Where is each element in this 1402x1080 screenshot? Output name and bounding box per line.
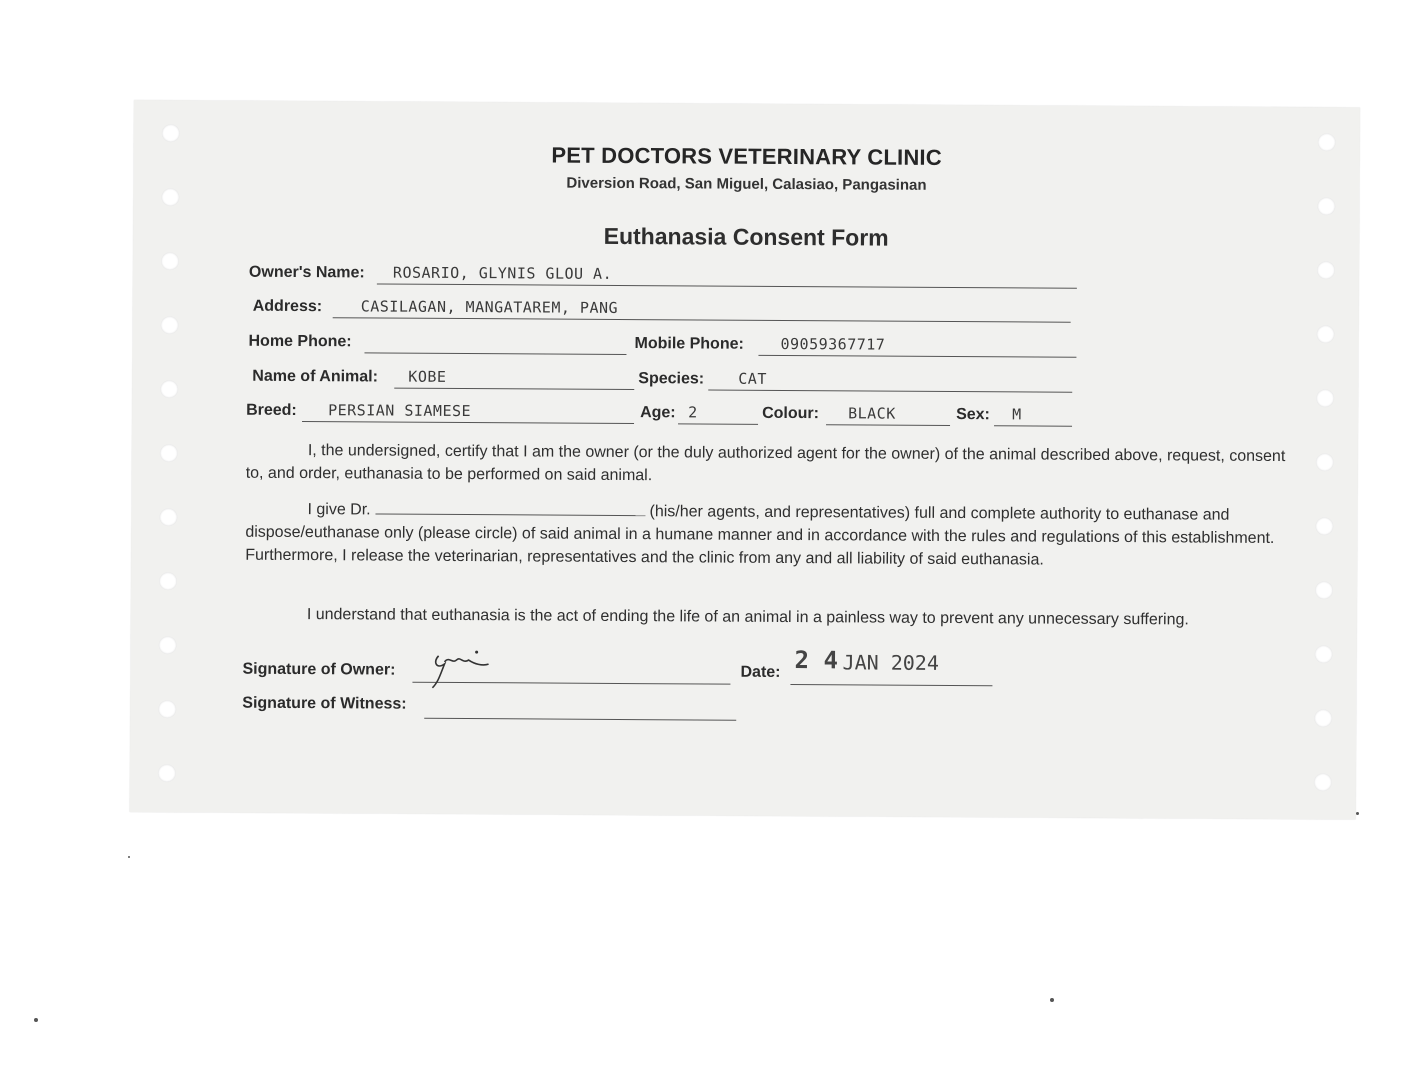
date-stamp-month-year: JAN 2024: [842, 650, 939, 675]
perforation-hole: [1315, 581, 1333, 599]
address-label: Address:: [252, 297, 323, 316]
species-value: CAT: [738, 369, 767, 388]
witness-signature-row: [130, 690, 1356, 727]
owner-signature-row: [130, 646, 1356, 693]
consent-text-2-rest: (his/her agents, and representatives) full and complete authority to euthanase and dispose/euthanase only (please circle) of said animal in a humane manner and in accordance with the rules and regulations of this establishment. Furthermore, I release the veterinarian, representatives and the clinic from any and all liability of said euthanasia.: [245, 503, 1275, 569]
animal-name-label: Name of Animal:: [252, 367, 379, 386]
clinic-name: PET DOCTORS VETERINARY CLINIC: [551, 142, 942, 170]
address-row: [133, 294, 1359, 331]
breed-value: PERSIAN SIAMESE: [328, 401, 472, 421]
perforation-hole: [158, 764, 176, 782]
owner-name-row: [133, 260, 1359, 297]
witness-signature-field[interactable]: [424, 696, 736, 721]
scan-speck: [34, 1018, 38, 1022]
consent-paragraph-1: [246, 439, 1286, 491]
date-stamp-day: 2 4: [794, 646, 839, 675]
consent-form-paper: [130, 100, 1360, 819]
age-label: Age:: [640, 404, 676, 422]
consent-paragraph-2: [245, 497, 1275, 573]
perforation-hole: [159, 572, 177, 590]
perforation-hole: [161, 188, 179, 206]
animal-name-value: KOBE: [408, 367, 447, 386]
perforation-hole: [1314, 773, 1332, 791]
colour-value: BLACK: [848, 404, 896, 423]
scan-speck: [1356, 812, 1359, 815]
consent-text-2-start: I give Dr.: [307, 501, 371, 519]
home-phone-label: Home Phone:: [248, 332, 352, 351]
form-title: Euthanasia Consent Form: [603, 222, 889, 251]
clinic-address: Diversion Road, San Miguel, Calasiao, Pangasinan: [566, 174, 927, 194]
witness-signature-label: Signature of Witness:: [242, 694, 407, 713]
perforation-hole: [159, 508, 177, 526]
owner-signature-label: Signature of Owner:: [242, 660, 396, 679]
sex-value: M: [1012, 405, 1022, 424]
owner-signature-mark: [428, 644, 508, 690]
species-label: Species:: [638, 370, 705, 388]
perforation-hole: [159, 636, 177, 654]
perforation-hole: [1315, 645, 1333, 663]
sex-field[interactable]: [994, 403, 1072, 426]
home-phone-field[interactable]: [364, 330, 626, 355]
date-label: Date:: [740, 663, 781, 681]
age-value: 2: [688, 403, 698, 422]
sex-label: Sex:: [956, 406, 990, 424]
mobile-phone-value: 09059367717: [780, 334, 886, 354]
consent-text-1: I, the undersigned, certify that I am the owner (or the duly authorized agent for the owner) of the animal described above, request, consent to, and order, euthanasia to be performed on said animal.: [245, 442, 1286, 485]
breed-row: [132, 398, 1358, 435]
mobile-phone-label: Mobile Phone:: [634, 335, 744, 353]
consent-text-3: I understand that euthanasia is the act of ending the life of an animal in a painless way to prevent any unnecessary suffering.: [306, 606, 1189, 629]
colour-label: Colour:: [762, 404, 820, 423]
scan-speck: [1050, 998, 1054, 1002]
animal-row: [132, 364, 1358, 401]
owner-name-label: Owner's Name:: [248, 263, 365, 282]
perforation-hole: [1317, 197, 1335, 215]
consent-paragraph-3: [245, 603, 1285, 632]
phone-row: [132, 329, 1358, 366]
perforation-hole: [160, 444, 178, 462]
owner-name-value: ROSARIO, GLYNIS GLOU A.: [392, 263, 613, 283]
breed-label: Breed:: [246, 401, 297, 420]
perforation-hole: [1315, 517, 1333, 535]
doctor-name-field[interactable]: [375, 497, 645, 516]
perforation-hole: [1316, 453, 1334, 471]
scan-speck: [128, 856, 130, 858]
address-value: CASILAGAN, MANGATAREM, PANG: [360, 297, 619, 317]
